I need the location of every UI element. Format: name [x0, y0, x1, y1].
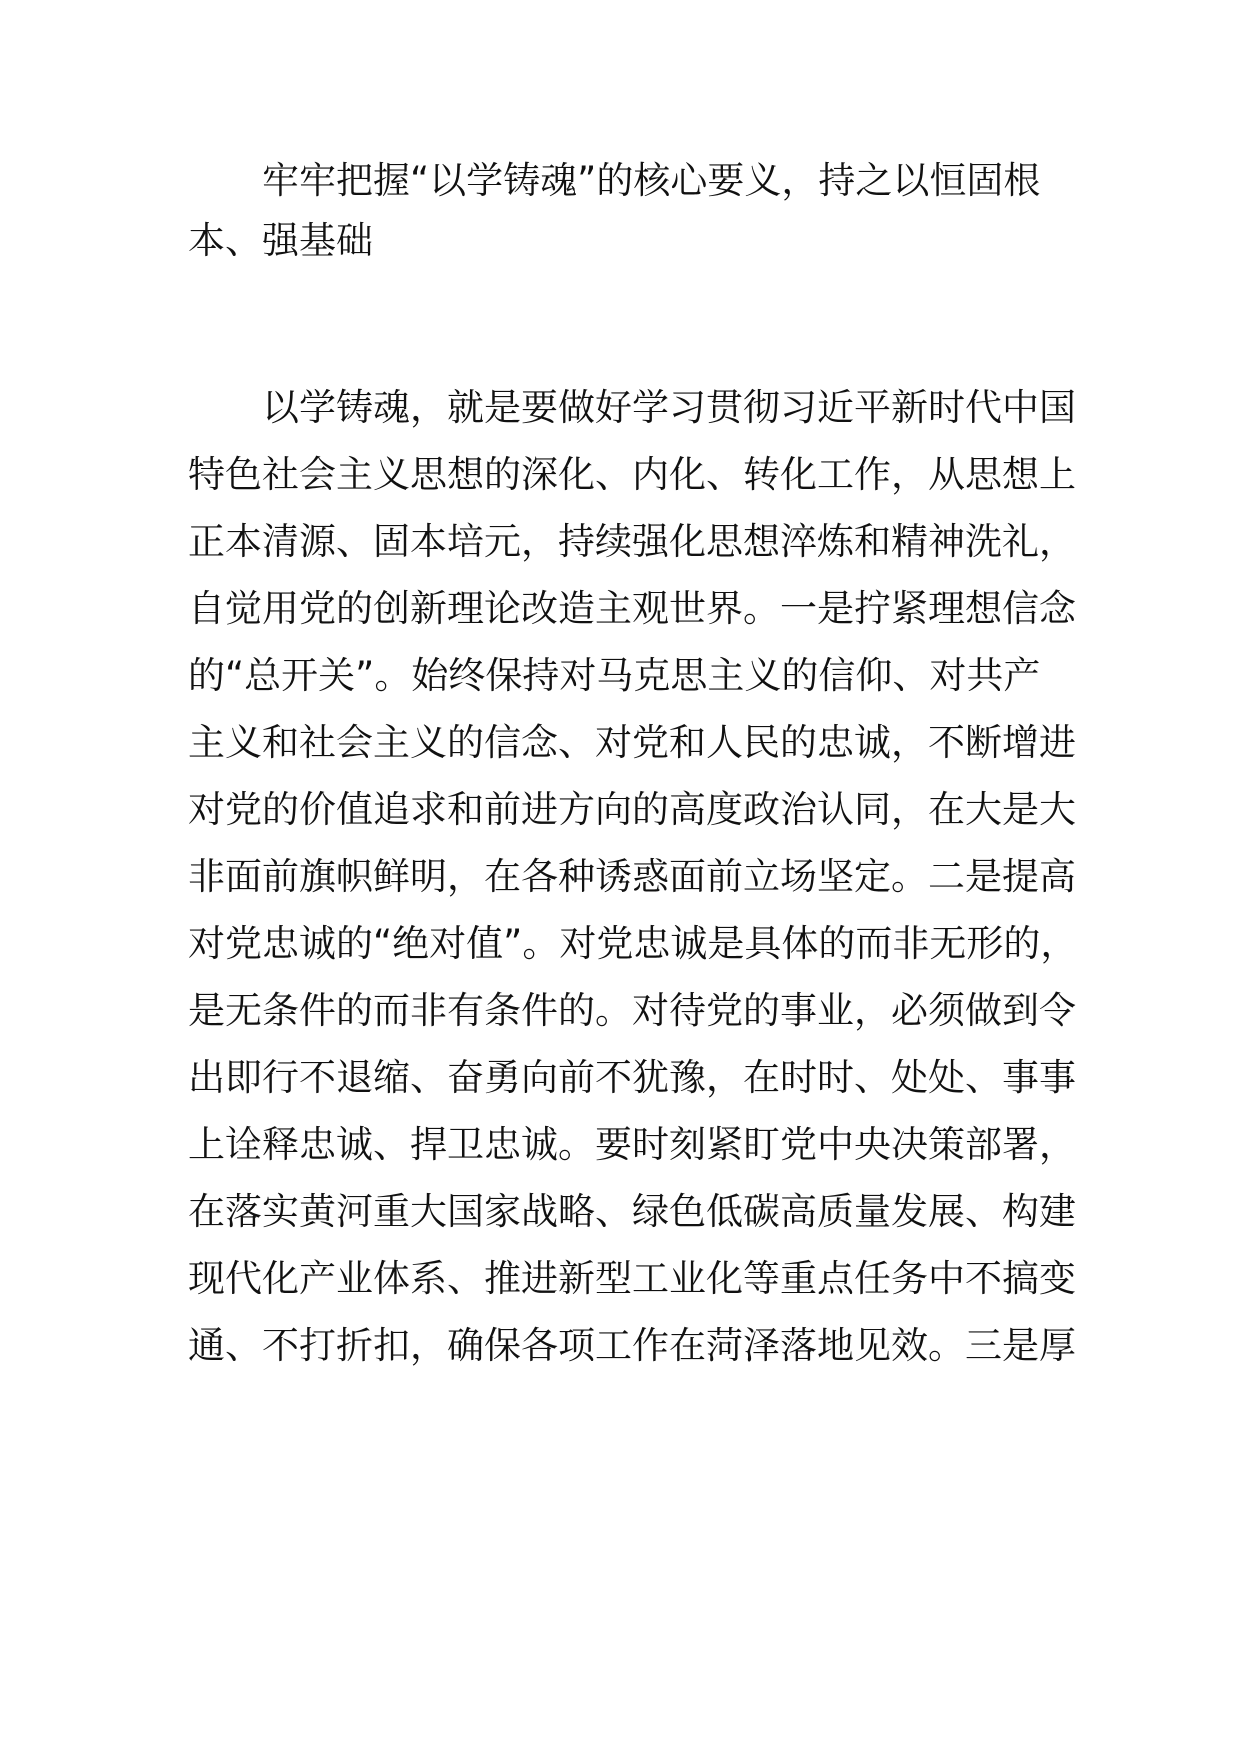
body-line-11: 出即行不退缩、奋勇向前不犹豫，在时时、处处、事事 — [188, 1056, 1076, 1099]
body-line-14: 现代化产业体系、推进新型工业化等重点任务中不搞变 — [188, 1257, 1076, 1300]
body-line-5: 的“总开关”。始终保持对马克思主义的信仰、对共产 — [188, 654, 1041, 697]
body-line-8: 非面前旗帜鲜明，在各种诱惑面前立场坚定。二是提高 — [188, 855, 1076, 898]
heading-line-1: 牢牢把握“以学铸魂”的核心要义，持之以恒固根 — [262, 159, 1041, 202]
body-line-2: 特色社会主义思想的深化、内化、转化工作，从思想上 — [188, 453, 1076, 496]
body-line-6: 主义和社会主义的信念、对党和人民的忠诚，不断增进 — [188, 721, 1076, 764]
body-line-4: 自觉用党的创新理论改造主观世界。一是拧紧理想信念 — [188, 587, 1076, 630]
body-line-10: 是无条件的而非有条件的。对待党的事业，必须做到令 — [188, 989, 1076, 1032]
body-line-13: 在落实黄河重大国家战略、绿色低碳高质量发展、构建 — [188, 1190, 1076, 1233]
body-line-1: 以学铸魂，就是要做好学习贯彻习近平新时代中国 — [262, 386, 1076, 429]
body-line-15: 通、不打折扣，确保各项工作在菏泽落地见效。三是厚 — [188, 1324, 1076, 1367]
body-line-9: 对党忠诚的“绝对值”。对党忠诚是具体的而非无形的， — [188, 922, 1078, 965]
body-line-7: 对党的价值追求和前进方向的高度政治认同，在大是大 — [188, 788, 1076, 831]
body-line-3: 正本清源、固本培元，持续强化思想淬炼和精神洗礼， — [188, 520, 1076, 563]
heading-line-2: 本、强基础 — [188, 219, 373, 262]
body-line-12: 上诠释忠诚、捍卫忠诚。要时刻紧盯党中央决策部署， — [188, 1123, 1076, 1166]
